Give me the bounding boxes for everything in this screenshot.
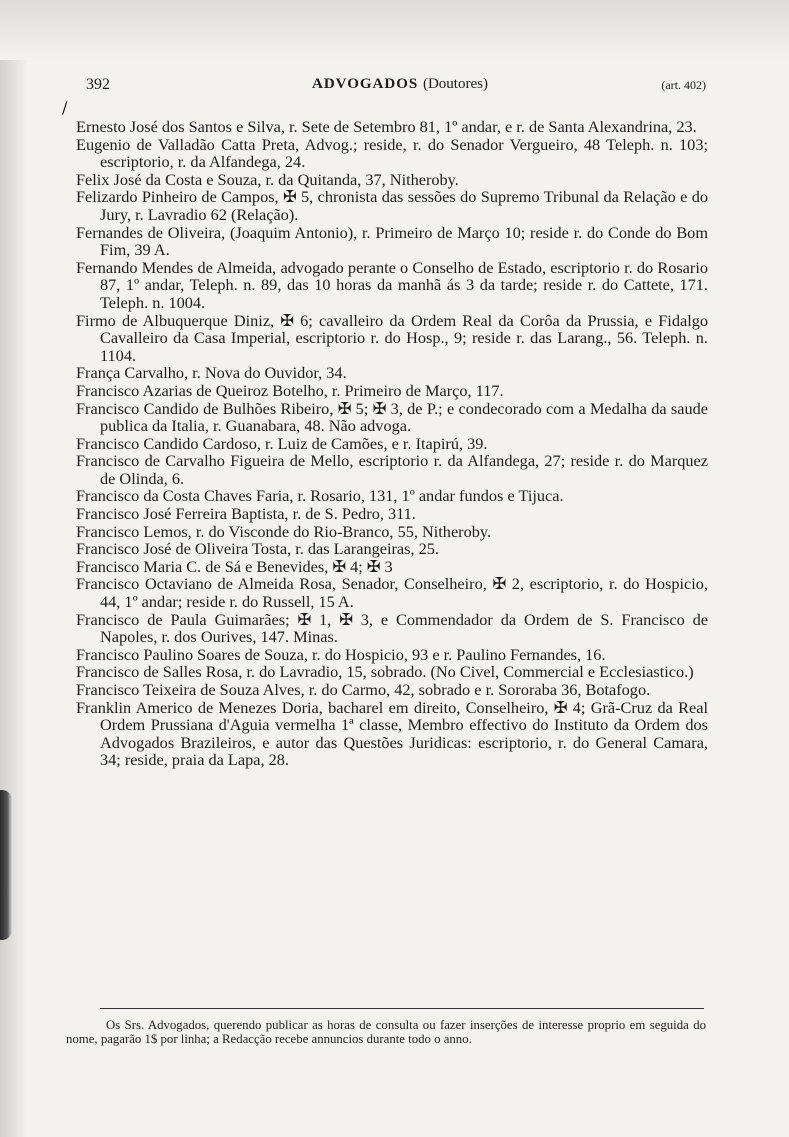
list-item: Francisco de Carvalho Figueira de Mello, escriptorio r. da Alfandega, 27; reside r. do Marquez de Olinda, 6.: [76, 451, 708, 488]
list-item: Francisco Candido de Bulhões Ribeiro, ✠ 5; ✠ 3, de P.; e condecorado com a Medalha da saude publica da Italia, r. Guanabara, 48. Não advoga.: [76, 398, 708, 436]
page-top-stain: [0, 0, 789, 60]
list-item: Francisco Paulino Soares de Souza, r. do Hospicio, 93 e r. Paulino Fernandes, 16.: [76, 644, 606, 664]
list-item: Francisco Azarias de Queiroz Botelho, r. Primeiro de Março, 117.: [76, 380, 504, 400]
footnote: Os Srs. Advogados, querendo publicar as horas de consulta ou fazer inserções de interesse proprio em seguida do nome, pagarão 1$ por linha; a Redacção recebe annuncios durante todo o anno.: [66, 1018, 706, 1046]
binding-shadow: [0, 790, 12, 940]
list-item: Felizardo Pinheiro de Campos, ✠ 5, chronista das sessões do Supremo Tribunal da Relação e do Jury, r. Lavradio 62 (Relação).: [76, 187, 708, 224]
list-item: Fernandes de Oliveira, (Joaquim Antonio), r. Primeiro de Março 10; reside r. do Conde do Bom Fim, 39 A.: [76, 222, 708, 260]
title-text: ADVOGADOS: [312, 76, 419, 92]
list-item: Francisco de Paula Guimarães; ✠ 1, ✠ 3, e Commendador da Ordem de S. Francisco de Napoles, r. dos Ourives, 147. Minas.: [76, 609, 708, 647]
list-item: França Carvalho, r. Nova do Ouvidor, 34.: [76, 363, 347, 383]
list-item: Francisco Maria C. de Sá e Benevides, ✠ 4; ✠ 3: [76, 556, 393, 576]
list-item: Francisco José Ferreira Baptista, r. de S. Pedro, 311.: [76, 504, 416, 524]
footnote-divider: [100, 1008, 704, 1009]
directory-list: [76, 118, 708, 769]
list-item: Fernando Mendes de Almeida, advogado perante o Conselho de Estado, escriptorio r. do Rosario 87, 1º andar, Teleph. n. 89, das 10 horas da manhã ás 3 da tarde; reside r. do Cattete, 171. Teleph. n. 1004.: [76, 257, 708, 312]
list-item: Francisco da Costa Chaves Faria, r. Rosario, 131, 1º andar fundos e Tijuca.: [76, 486, 564, 506]
margin-mark: /: [62, 98, 68, 117]
running-header: [86, 76, 706, 98]
list-item: Francisco Lemos, r. do Visconde do Rio-Branco, 55, Nitheroby.: [76, 521, 492, 541]
page-left-stain: [0, 60, 28, 1137]
list-item: Firmo de Albuquerque Diniz, ✠ 6; cavalleiro da Ordem Real da Corôa da Prussia, e Fidalgo Cavalleiro da Casa Imperial, escriptorio r. do Hosp., 9; reside r. das Larang., 56. Teleph. n. 1104.: [76, 310, 708, 365]
list-item: Francisco Octaviano de Almeida Rosa, Senador, Conselheiro, ✠ 2, escriptorio, r. do Hospicio, 44, 1º andar; reside r. do Russell, 15 A.: [76, 574, 708, 612]
list-item: Ernesto José dos Santos e Silva, r. Sete de Setembro 81, 1º andar, e r. de Santa Alexandrina, 23.: [76, 117, 697, 136]
list-item: Eugenio de Valladão Catta Preta, Advog.; reside, r. do Senador Vergueiro, 48 Teleph. n. 103; escriptorio, r. da Alfandega, 24.: [76, 134, 708, 172]
list-item: Felix José da Costa e Souza, r. da Quitanda, 37, Nitheroby.: [76, 169, 459, 189]
list-item: Francisco José de Oliveira Tosta, r. das Larangeiras, 25.: [76, 539, 439, 559]
page-title: [312, 76, 488, 93]
title-subtitle: (Doutores): [422, 76, 488, 92]
list-item: Francisco Teixeira de Souza Alves, r. do Carmo, 42, sobrado e r. Sororaba 36, Botafogo.: [76, 680, 651, 699]
article-reference: (art. 402): [661, 78, 706, 92]
list-item: Francisco Candido Cardoso, r. Luiz de Camões, e r. Itapirú, 39.: [76, 433, 488, 453]
page-number: 392: [86, 76, 110, 93]
list-item: Franklin Americo de Menezes Doria, bacharel em direito, Conselheiro, ✠ 4; Grã-Cruz da Real Ordem Prussiana d'Aguia vermelha 1ª classe, Membro effectivo do Instituto da Ordem dos Advogados Brazileiros, e autor das Questões Juridicas: escriptorio, r. do General Camara, 34; reside, praia da Lapa, 28.: [76, 697, 708, 770]
list-item: Francisco de Salles Rosa, r. do Lavradio, 15, sobrado. (No Civel, Commercial e Ecclesiastico.): [76, 662, 694, 682]
